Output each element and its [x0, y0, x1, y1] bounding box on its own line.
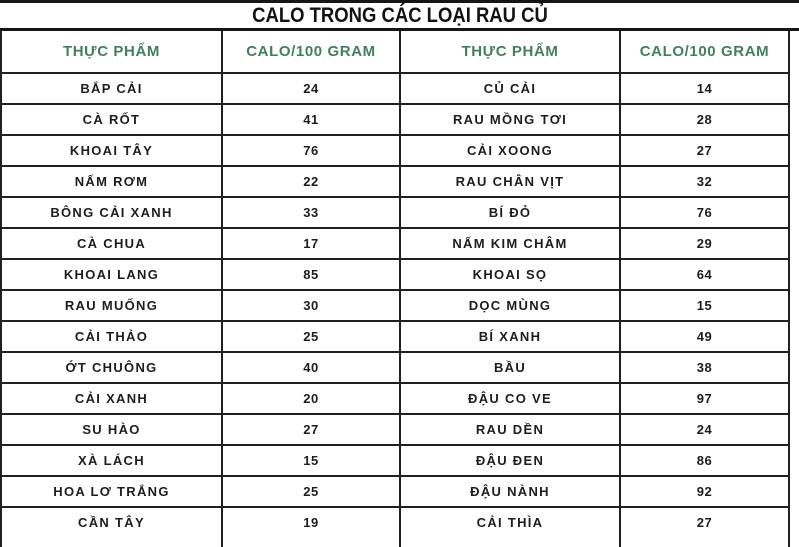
calorie-cell-right: 24 — [696, 422, 713, 437]
table-row — [2, 167, 788, 198]
food-cell-right: RAU DỀN — [401, 415, 621, 444]
table-row — [2, 105, 788, 136]
calorie-cell-left: 33 — [223, 198, 401, 227]
calorie-cell-right: 86 — [696, 453, 713, 468]
column-header-food-right: THỰC PHẨM — [401, 31, 621, 72]
calorie-cell-right: 38 — [696, 360, 713, 375]
food-cell-right: ĐẬU NÀNH — [401, 477, 621, 506]
calorie-cell-right: 27 — [696, 143, 713, 158]
table-row — [2, 136, 788, 167]
table-row — [2, 229, 788, 260]
food-cell-left: SU HÀO — [2, 415, 223, 444]
food-cell-right: ĐẬU ĐEN — [401, 446, 621, 475]
table-row — [2, 446, 788, 477]
calorie-cell-right: 15 — [696, 298, 713, 313]
food-cell-left: ỚT CHUÔNG — [2, 353, 223, 382]
calorie-cell-left: 40 — [223, 353, 401, 382]
table-body — [2, 74, 788, 547]
food-cell-left: BẮP CẢI — [2, 74, 223, 103]
table-row — [2, 198, 788, 229]
table-row — [2, 291, 788, 322]
food-cell-left: KHOAI LANG — [2, 260, 223, 289]
calorie-cell-right: 32 — [696, 174, 713, 189]
table-row — [2, 508, 788, 547]
food-cell-right: BẦU — [401, 353, 621, 382]
calorie-cell-right: 64 — [696, 267, 713, 282]
column-header-cal-right: CALO/100 GRAM — [639, 43, 770, 60]
table-row — [2, 415, 788, 446]
food-cell-left: CẢI THẢO — [2, 322, 223, 351]
calorie-cell-left: 25 — [223, 322, 401, 351]
food-cell-right: KHOAI SỌ — [401, 260, 621, 289]
calorie-cell-left: 17 — [223, 229, 401, 258]
food-cell-left: CẢI XANH — [2, 384, 223, 413]
calorie-cell-left: 30 — [223, 291, 401, 320]
table-row — [2, 260, 788, 291]
calorie-cell-right: 28 — [696, 112, 713, 127]
column-header-food-left: THỰC PHẨM — [2, 31, 223, 72]
calorie-cell-left: 20 — [223, 384, 401, 413]
page-title: CALO TRONG CÁC LOẠI RAU CỦ — [251, 3, 548, 27]
calorie-cell-right: 29 — [696, 236, 713, 251]
food-cell-right: DỌC MÙNG — [401, 291, 621, 320]
food-cell-left: KHOAI TÂY — [2, 136, 223, 165]
table-title-band — [0, 3, 799, 31]
calorie-cell-left: 76 — [223, 136, 401, 165]
calorie-cell-left: 41 — [223, 105, 401, 134]
calorie-cell-left: 85 — [223, 260, 401, 289]
calorie-cell-right: 49 — [696, 329, 713, 344]
food-cell-right: RAU MỒNG TƠI — [401, 105, 621, 134]
calorie-cell-left: 22 — [223, 167, 401, 196]
food-cell-right: RAU CHÂN VỊT — [401, 167, 621, 196]
food-cell-left: NẤM RƠM — [2, 167, 223, 196]
calorie-table — [0, 31, 790, 547]
calorie-cell-right: 92 — [696, 484, 713, 499]
table-row — [2, 477, 788, 508]
food-cell-right: BÍ ĐỎ — [401, 198, 621, 227]
food-cell-left: XÀ LÁCH — [2, 446, 223, 475]
calorie-cell-right: 14 — [696, 81, 713, 96]
calorie-cell-right: 97 — [696, 391, 713, 406]
food-cell-right: CỦ CẢI — [401, 74, 621, 103]
table-row — [2, 353, 788, 384]
table-header-row — [2, 31, 788, 74]
food-cell-left: CÀ RỐT — [2, 105, 223, 134]
food-cell-right: CẢI XOONG — [401, 136, 621, 165]
calorie-cell-left: 25 — [223, 477, 401, 506]
calorie-cell-right: 76 — [696, 205, 713, 220]
food-cell-right: ĐẬU CO VE — [401, 384, 621, 413]
column-header-cal-left: CALO/100 GRAM — [223, 31, 401, 72]
calorie-cell-left: 27 — [223, 415, 401, 444]
food-cell-right: NẤM KIM CHÂM — [401, 229, 621, 258]
calorie-cell-left: 19 — [223, 508, 401, 547]
food-cell-left: HOA LƠ TRẮNG — [2, 477, 223, 506]
table-row — [2, 74, 788, 105]
table-row — [2, 322, 788, 353]
table-row — [2, 384, 788, 415]
food-cell-left: RAU MUỐNG — [2, 291, 223, 320]
calorie-cell-right: 27 — [696, 515, 713, 530]
food-cell-right: BÍ XANH — [401, 322, 621, 351]
food-cell-left: CÀ CHUA — [2, 229, 223, 258]
food-cell-left: CẦN TÂY — [2, 508, 223, 547]
food-cell-left: BÔNG CẢI XANH — [2, 198, 223, 227]
calorie-cell-left: 24 — [223, 74, 401, 103]
calorie-cell-left: 15 — [223, 446, 401, 475]
food-cell-right: CẢI THÌA — [401, 508, 621, 547]
